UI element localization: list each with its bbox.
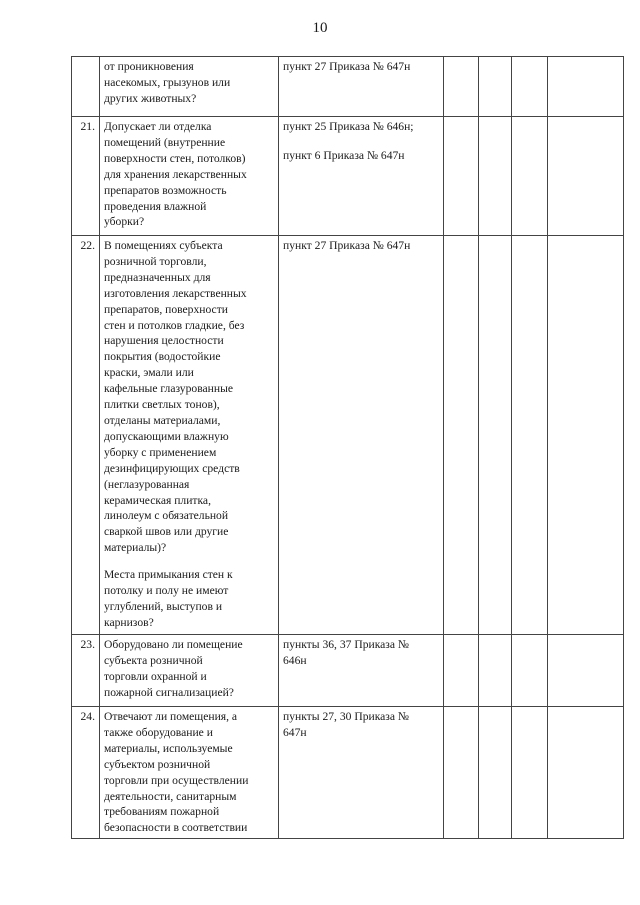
row-number: 22. <box>72 236 100 635</box>
table-row <box>72 707 624 839</box>
answer-na-cell <box>512 707 548 839</box>
page-number: 10 <box>312 20 328 36</box>
notes-cell <box>548 236 624 635</box>
notes-cell <box>548 57 624 117</box>
answer-yes-cell <box>444 57 479 117</box>
answer-na-cell <box>512 57 548 117</box>
reference-cell <box>279 117 444 236</box>
question-text: от проникновения насекомых, грызунов или других животных? <box>104 60 231 105</box>
answer-no-cell <box>479 707 512 839</box>
notes-cell <box>548 635 624 707</box>
answer-yes-cell <box>444 635 479 707</box>
row-number <box>72 57 100 117</box>
answer-yes-cell <box>444 707 479 839</box>
answer-no-cell <box>479 236 512 635</box>
reference-text: пункт 27 Приказа № 647н <box>283 239 411 252</box>
checklist-table <box>71 56 624 839</box>
row-number: 24. <box>72 707 100 839</box>
answer-no-cell <box>479 117 512 236</box>
reference-cell <box>279 236 444 635</box>
answer-no-cell <box>479 57 512 117</box>
answer-na-cell <box>512 117 548 236</box>
reference-text: пункт 6 Приказа № 647н <box>283 148 405 162</box>
row-number: 21. <box>72 117 100 236</box>
question-cell <box>100 707 279 839</box>
notes-cell <box>548 117 624 236</box>
reference-cell <box>279 635 444 707</box>
question-text: Места примыкания стен к потолку и полу не имеют углублений, выступов и карнизов? <box>104 568 233 629</box>
question-text: Оборудовано ли помещение субъекта розничной торговли охранной и пожарной сигнализацией? <box>104 638 243 699</box>
question-text: Допускает ли отделка помещений (внутренние поверхности стен, потолков) для хранения лекарственных препаратов возможность проведения влажной уборки? <box>104 120 247 229</box>
question-cell <box>100 117 279 236</box>
question-text: В помещениях субъекта розничной торговли, предназначенных для изготовления лекарственных препаратов, поверхности стен и потолков гладкие, без нарушения целостности покрытия (водостойкие краски, эмали или кафельные глазурованные плитки светлых тонов), отделаны материалами, допускающими влажную уборку с применением дезинфицирующих средств (неглазурованная керамическая плитка, линолеум с обязательной сваркой швов или другие материалы)? <box>104 239 247 555</box>
table-row <box>72 57 624 117</box>
question-cell <box>100 57 279 117</box>
question-cell <box>100 236 279 635</box>
table-row <box>72 236 624 635</box>
reference-text: пункт 25 Приказа № 646н; <box>283 120 414 133</box>
row-number: 23. <box>72 635 100 707</box>
reference-text: пункт 27 Приказа № 647н <box>283 60 411 73</box>
answer-yes-cell <box>444 236 479 635</box>
reference-text: пункты 27, 30 Приказа № 647н <box>283 710 409 739</box>
reference-text: пункты 36, 37 Приказа № 646н <box>283 638 409 667</box>
answer-na-cell <box>512 236 548 635</box>
question-cell <box>100 635 279 707</box>
notes-cell <box>548 707 624 839</box>
reference-cell <box>279 57 444 117</box>
answer-yes-cell <box>444 117 479 236</box>
table-row <box>72 117 624 236</box>
answer-na-cell <box>512 635 548 707</box>
table-row <box>72 635 624 707</box>
reference-cell <box>279 707 444 839</box>
question-text: Отвечают ли помещения, а также оборудование и материалы, используемые субъектом розничной торговли при осуществлении деятельности, санитарным требованиям пожарной безопасности в соответствии <box>104 710 249 835</box>
answer-no-cell <box>479 635 512 707</box>
